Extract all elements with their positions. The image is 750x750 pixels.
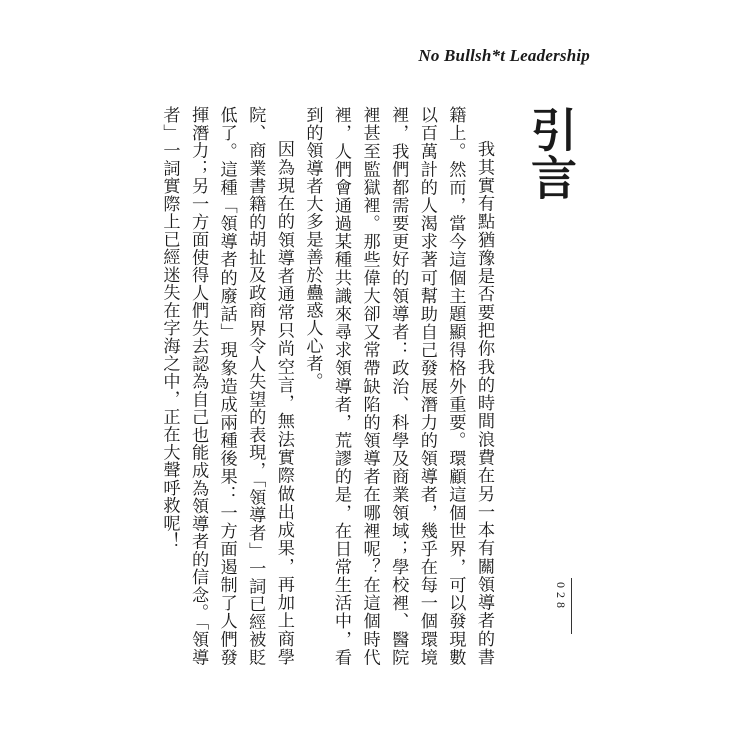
- paragraph-2: 因為現在的領導者通常只尚空言，無法實際做出成果，再加上商學院、商業書籍的胡扯及政商界令人失望的表現，「領導者」一詞已經被貶低了。這種「領導者的廢話」現象造成兩種後果：一方面遏制了人們發揮潛力；另一方面使得人們失去認為自己也能成為領導者的信念。「領導者」一詞實際上已經迷失在字海之中，正在大聲呼救呢！: [159, 106, 294, 666]
- paragraph-1: 我其實有點猶豫是否要把你我的時間浪費在另一本有關領導者的書籍上。然而，當今這個主題顯得格外重要。環顧這個世界，可以發現數以百萬計的人渴求著可幫助自己發展潛力的領導者，幾乎在每一個環境裡，我們都需要更好的領導者：政治、科學及商業領域；學校裡、醫院裡甚至監獄裡。那些偉大卻又常帶缺陷的領導者在哪裡呢？在這個時代裡，人們會通過某種共識來尋求領導者，荒謬的是，在日常生活中，看到的領導者大多是善於蠱惑人心者。: [302, 106, 494, 666]
- page-number: 028: [554, 582, 568, 612]
- running-head: No Bullsh*t Leadership: [418, 46, 590, 65]
- chapter-title: 引言: [524, 106, 578, 202]
- body-text: [155, 106, 498, 666]
- page-number-rule: [571, 578, 572, 634]
